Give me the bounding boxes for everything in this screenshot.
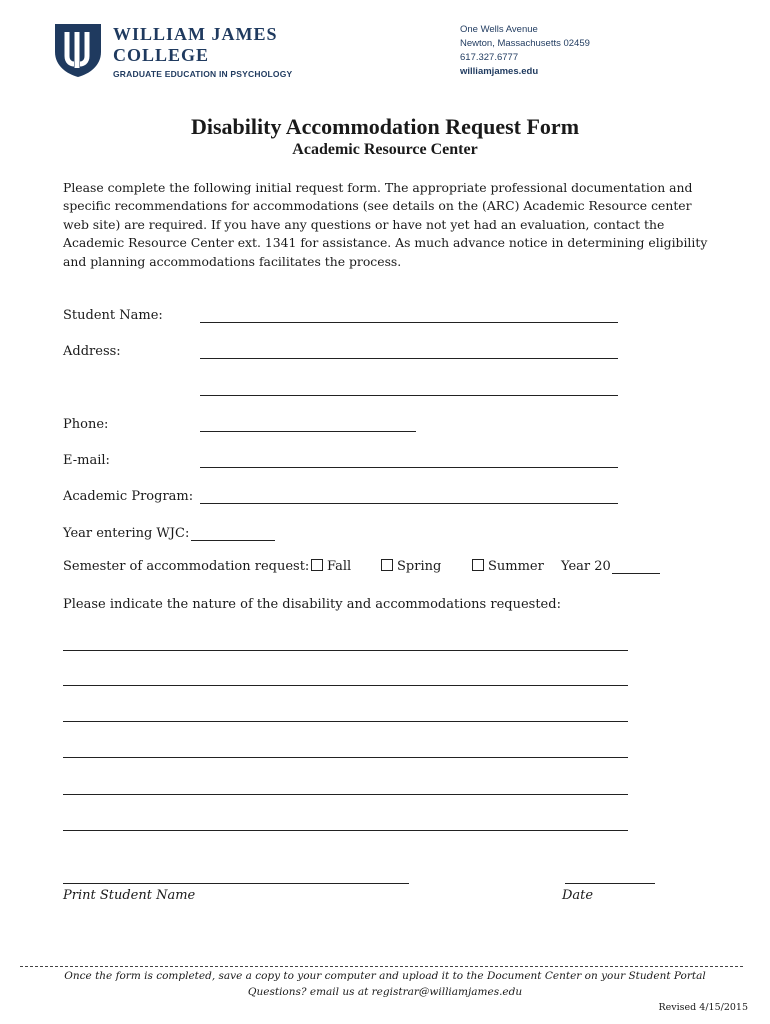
semester-option-spring[interactable]: [381, 559, 441, 574]
date-field[interactable]: [565, 883, 655, 884]
footer-instructions: Once the form is completed, save a copy to your computer and upload it to the Document Center on your Student Portal: [64, 970, 706, 982]
year-entering-label: Year entering WJC:: [63, 526, 190, 541]
year-20-field[interactable]: [612, 573, 660, 574]
spring-label: Spring: [397, 559, 442, 574]
year-20-label: Year 20: [561, 559, 611, 574]
address-website: williamjames.edu: [460, 66, 539, 77]
address-field-line1[interactable]: [200, 358, 618, 359]
nature-prompt: Please indicate the nature of the disability and accommodations requested:: [63, 597, 561, 612]
intro-line: web site) are required. If you have any questions or have not yet had an evaluation, contact the: [63, 216, 665, 232]
nature-field-line[interactable]: [63, 830, 628, 831]
checkbox-summer[interactable]: [472, 559, 484, 571]
print-name-field[interactable]: [63, 883, 409, 884]
form-subtitle: Academic Resource Center: [292, 141, 478, 158]
phone-field[interactable]: [200, 431, 416, 432]
college-logo: [53, 22, 103, 78]
intro-paragraph: [63, 179, 743, 271]
semester-option-fall[interactable]: [311, 559, 351, 574]
address-phone: 617.327.6777: [460, 52, 519, 63]
revised-date: Revised 4/15/2015: [658, 1002, 748, 1013]
phone-label: Phone:: [63, 417, 109, 432]
address-label: Address:: [63, 344, 121, 359]
intro-line: Please complete the following initial request form. The appropriate professional documentation and: [63, 180, 693, 195]
college-name-line2: COLLEGE: [113, 45, 210, 65]
form-title: Disability Accommodation Request Form: [190, 114, 580, 139]
address-street: One Wells Avenue: [460, 24, 538, 35]
address-city: Newton, Massachusetts 02459: [460, 38, 590, 49]
address-field-line2[interactable]: [200, 395, 618, 396]
nature-field-line[interactable]: [63, 757, 628, 758]
nature-field-line[interactable]: [63, 685, 628, 686]
semester-label: Semester of accommodation request:: [63, 559, 310, 574]
college-name-line1: WILLIAM JAMES: [113, 24, 278, 44]
college-seal-icon: [53, 22, 103, 78]
student-name-label: Student Name:: [63, 308, 163, 323]
nature-field-line[interactable]: [63, 650, 628, 651]
nature-field-line[interactable]: [63, 721, 628, 722]
intro-line: Academic Resource Center ext. 1341 for assistance. As much advance notice in determining eligibility: [63, 235, 708, 251]
intro-line: and planning accommodations facilitates the process.: [63, 253, 402, 269]
email-field[interactable]: [200, 467, 618, 468]
intro-line: specific recommendations for accommodations (see details on the (ARC) Academic Resource center: [63, 198, 692, 214]
checkbox-fall[interactable]: [311, 559, 323, 571]
semester-option-summer[interactable]: [472, 559, 544, 574]
checkbox-spring[interactable]: [381, 559, 393, 571]
year-entering-field[interactable]: [191, 540, 275, 541]
footer-contact: Questions? email us at registrar@williamjames.edu: [247, 986, 523, 998]
college-tagline: GRADUATE EDUCATION IN PSYCHOLOGY: [113, 69, 293, 79]
fall-label: Fall: [327, 559, 352, 574]
academic-program-label: Academic Program:: [63, 489, 194, 504]
email-label: E-mail:: [63, 453, 110, 468]
date-label: Date: [562, 888, 594, 903]
footer-divider: [20, 966, 743, 967]
nature-field-line[interactable]: [63, 794, 628, 795]
student-name-field[interactable]: [200, 322, 618, 323]
address-block: [460, 23, 590, 79]
print-name-label: Print Student Name: [63, 888, 196, 903]
summer-label: Summer: [488, 559, 544, 574]
academic-program-field[interactable]: [200, 503, 618, 504]
